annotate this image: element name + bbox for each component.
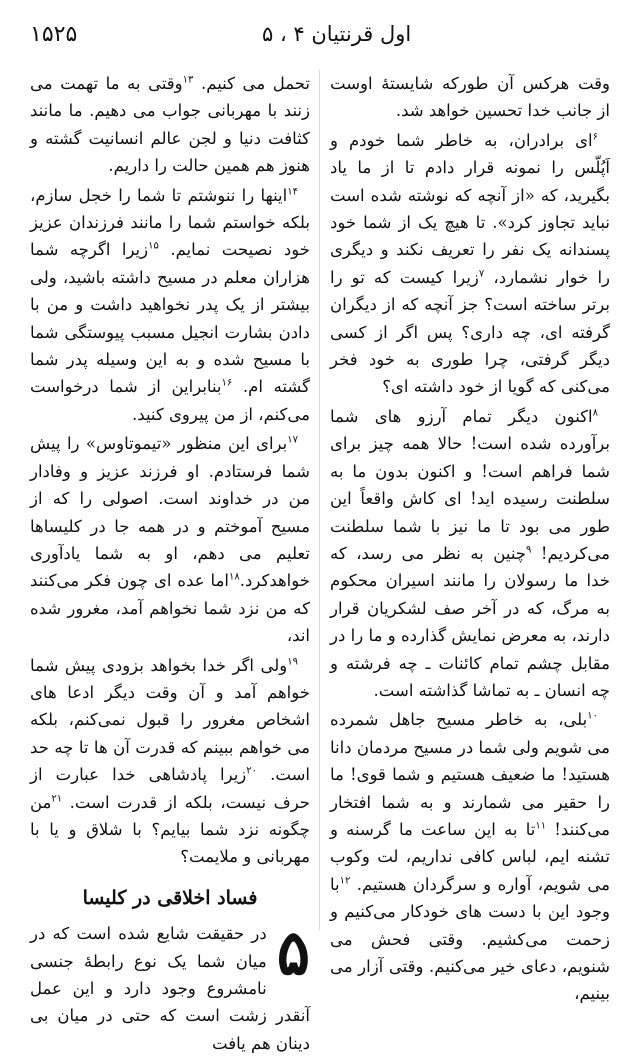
verse-number: ۸	[592, 407, 598, 419]
verse-number: ۱۶	[221, 377, 233, 389]
verse-text: با وجود این با دست های خودکار می‌کنیم و زحمت می‌کشیم. وقتی فحش می شنویم، دعای خیر می‌کنیم. وقتی آزار می بینیم،	[330, 874, 610, 1004]
verse-number: ۶	[592, 131, 598, 143]
verse-number: ۱۸	[229, 571, 240, 583]
verse-paragraph	[30, 430, 310, 649]
verse-text: اکنون دیگر تمام آرزو های شما برآورده شده است! حالا همه چیز برای شما فراهم است! و اکنون بدون ما به سلطنت رسیده اید! ای کاش واقعاً این طور می بود تا ما نیز با شما سلطنت می‌کردیم!	[330, 406, 610, 563]
verse-number: ۲۰	[246, 765, 258, 777]
column-divider	[319, 70, 320, 930]
chapter-number: ۵	[276, 916, 310, 990]
verse-paragraph	[30, 70, 310, 180]
chapter-reference: اول قرنتیان ۴ ، ۵	[262, 22, 412, 46]
verse-text: بنابراین از شما درخواست می‌کنم، از من پیروی کنید.	[30, 377, 310, 424]
verse-paragraph	[30, 182, 310, 429]
section-heading: فساد اخلاقی در کلیسا	[82, 886, 258, 909]
verse-number: ۱۱	[535, 820, 547, 832]
verse-number: ۱۰	[587, 710, 598, 722]
chapter-first-verse: در حقیقت شایع شده است که در میان شما یک نوع رابطهٔ جنسی نامشروع وجود دارد و این عمل آنقدر زشت است که حتی در میان بی دینان هم یافت	[30, 924, 310, 1053]
page-header	[30, 22, 608, 50]
verse-text: تا به این ساعت ما گرسنه و تشنه ایم، لباس کافی نداریم، لت وکوب می شویم، آواره و سرگردان هستیم.	[330, 819, 610, 894]
verse-text: اما عده ای چون فکر می‌کنند که من نزد شما نخواهم آمد، مغرور شده اند،	[30, 571, 310, 646]
verse-number: ۱۷	[287, 434, 298, 446]
verse-text: زیرا پادشاهی خدا عبارت از حرف نیست، بلکه از قدرت است.	[30, 765, 310, 812]
verse-text: زیرا اگرچه شما هزاران معلم در مسیح داشته باشید، ولی بیشتر از یک پدر نخواهید داشت و من با دادن بشارت انجیل مسبب پیوستگی شما با مسیح شده و به این وسیله پدر شما گشته ام.	[30, 240, 310, 397]
verse-paragraph	[330, 706, 610, 1007]
verse-number: ۲۱	[51, 793, 63, 805]
chapter-opening	[30, 916, 310, 1057]
verse-number: ۱۲	[339, 875, 351, 887]
verse-paragraph	[330, 403, 610, 704]
verse-paragraph	[330, 127, 610, 401]
left-column-verses	[30, 70, 310, 871]
verse-paragraph	[30, 652, 310, 871]
verse-number: ۷	[478, 268, 485, 280]
verse-text: من چگونه نزد شما بیایم؟ با شلاق و یا با مهربانی و ملایمت؟	[30, 792, 310, 867]
verse-number: ۹	[526, 544, 532, 556]
verse-text: اینها را ننوشتم تا شما را خجل سازم، بلکه خواستم شما را مانند فرزندان عزیز خود نصیحت نمایم.	[30, 185, 310, 260]
right-column	[330, 70, 610, 1008]
verse-text: برای این منظور «تیموتاوس» را پیش شما فرستادم. او فرزند عزیز و وفادار من در خداوند است. اصولی را که از مسیح آموختم و در همه جا در کلیساها تعلیم می دهم، او به شما یادآوری خواهدکرد.	[30, 434, 310, 591]
verse-text: چنین به نظر می رسد، که خدا ما رسولان را مانند اسیران محکوم به مرگ، که در آخر صف لشکریان قرار دارند، به معرض نمایش گذارده و ما را در مقابل چشم تمام کائنات ـ چه فرشته و چه انسان ـ به تماشا گذاشته است.	[330, 543, 610, 700]
verse-paragraph	[330, 70, 610, 125]
verse-text: بلی، به خاطر مسیح جاهل شمرده می شویم ولی شما در مسیح مردمان دانا هستید! ما ضعیف هستیم و شما قوی! ما را حقیر می شمارند و به شما افتخار می‌کنند!	[330, 710, 610, 839]
verse-number: ۱۵	[148, 240, 159, 252]
verse-number: ۱۴	[287, 186, 298, 198]
verse-text: ولی اگر خدا بخواهد بزودی پیش شما خواهم آمد و آن وقت دیگر ادعا های اشخاص مغرور را قبول نمی‌کنم، بلکه می خواهم ببینم که قدرت آن ها تا چه حد است.	[30, 655, 310, 785]
verse-number: ۱۳	[182, 74, 194, 86]
verse-number: ۱۹	[287, 656, 298, 668]
verse-text: ای برادران، به خاطر شما خودم و اَپُلّس را نمونه قرار دادم تا از ما یاد بگیرید، که «از آنچه که نوشته شده است نباید تجاوز کرد». تا هیچ یک از شما خود پسندانه یک نفر را تعریف نکند و دیگری را خوار نشمارد،	[330, 130, 610, 287]
verse-text: تحمل می کنیم.	[193, 74, 310, 93]
verse-text: وقتی به ما تهمت می زنند با مهربانی جواب می دهیم. ما مانند کثافت دنیا و لجن عالم انسانیت گشته و هنوز هم همین حالت را داریم.	[30, 74, 310, 176]
page-number: ۱۵۲۵	[30, 22, 78, 47]
verse-text: وقت هرکس آن طورکه شایستهٔ اوست از جانب خدا تحسین خواهد شد.	[330, 74, 610, 121]
left-column	[30, 70, 310, 1057]
verse-text: زیرا کیست که تو را برتر ساخته است؟ جز آنچه که از دیگران گرفته ای، چه داری؟ پس اگر از کسی دیگر گرفتی، چرا طوری به خود فخر می‌کنی که گویا از خود داشته ای؟	[330, 267, 610, 397]
